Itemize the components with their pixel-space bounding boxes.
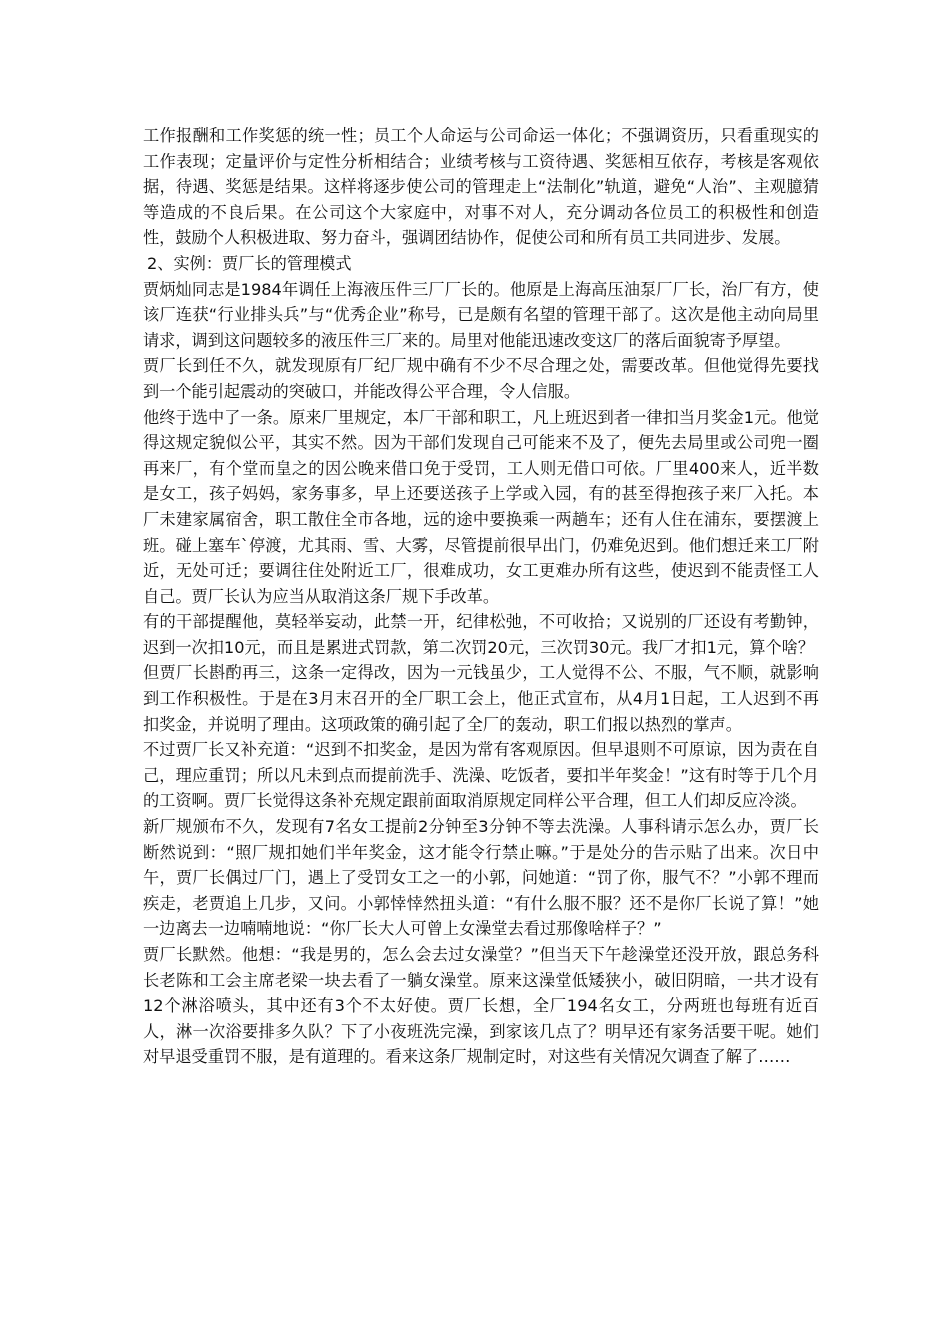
paragraph-cadre-warning: 有的干部提醒他，莫轻举妄动，此禁一开，纪律松弛，不可收拾；又说别的厂还设有考勤钟，迟到一次扣10元，而且是累进式罚款，第二次罚20元，三次罚30元。我厂才扣1元，算个啥？ [143, 612, 819, 657]
document-body [143, 123, 819, 1070]
section-heading: 2、实例：贾厂长的管理模式 [147, 253, 352, 273]
paragraph-background: 贾炳灿同志是1984年调任上海液压件三厂厂长的。他原是上海高压油泵厂厂长，治厂有方，使该厂连获“行业排头兵”与“优秀企业”称号，已是颇有名望的管理干部了。这次是他主动向局里请求，调到这问题较多的液压件三厂来的。局里对他能迅速改变这厂的落后面貌寄予厚望。 [143, 279, 819, 350]
paragraph-policy-announcement: 但贾厂长斟酌再三，这条一定得改，因为一元钱虽少，工人觉得不公、不服，气不顺，就影响到工作积极性。于是在3月末召开的全厂职工会上，他正式宣布，从4月1日起，工人迟到不再扣奖金，并说明了理由。这项政策的确引起了全厂的轰动，职工们报以热烈的掌声。 [143, 663, 819, 734]
paragraph-early-leave-rule: 不过贾厂长又补充道：“迟到不扣奖金，是因为常有客观原因。但早退则不可原谅，因为责在自己，理应重罚；所以凡未到点而提前洗手、洗澡、吃饭者，要扣半年奖金！”这有时等于几个月的工资啊。贾厂长觉得这条补充规定跟前面取消原规定同样公平合理，但工人们却反应冷淡。 [143, 740, 819, 811]
paragraph-punishment-incident: 新厂规颁布不久，发现有7名女工提前2分钟至3分钟不等去洗澡。人事科请示怎么办，贾厂长断然说到：“照厂规扣她们半年奖金，这才能令行禁止嘛。”于是处分的告示贴了出来。次日中午，贾厂长偶过厂门，遇上了受罚女工之一的小郭，问她道：“罚了你，服气不？”小郭不理而疾走，老贾追上几步，又问。小郭悻悻然扭头道：“有什么服不服？还不是你厂长说了算！”她一边离去一边喃喃地说：“你厂长大人可曾上女澡堂去看过那像啥样子？” [143, 817, 819, 939]
paragraph-lateness-rule: 他终于选中了一条。原来厂里规定，本厂干部和职工，凡上班迟到者一律扣当月奖金1元。他觉得这规定貌似公平，其实不然。因为干部们发现自己可能来不及了，便先去局里或公司兜一圈再来厂，有个堂而皇之的因公晚来借口免于受罚，工人则无借口可依。厂里400来人，近半数是女工，孩子妈妈，家务事多，早上还要送孩子上学或入园，有的甚至得抱孩子来厂入托。本厂未建家属宿舍，职工散住全市各地，远的途中要换乘一两趟车；还有人住在浦东，要摆渡上班。碰上塞车`停渡，尤其雨、雪、大雾，尽管提前很早出门，仍难免迟到。他们想迁来工厂附近，无处可迁；要调往住处附近工厂，很难成功，女工更难办所有这些，使迟到不能责怪工人自己。贾厂长认为应当从取消这条厂规下手改革。 [143, 407, 819, 606]
paragraph-bathhouse-visit: 贾厂长默然。他想：“我是男的，怎么会去过女澡堂？”但当天下午趁澡堂还没开放，跟总务科长老陈和工会主席老梁一块去看了一躺女澡堂。原来这澡堂低矮狭小，破旧阴暗，一共才设有12个淋浴喷头，其中还有3个不太好使。贾厂长想，全厂194名女工，分两班也每班有近百人，淋一次浴要排多久队？下了小夜班洗完澡，到家该几点了？明早还有家务活要干呢。她们对早退受重罚不服，是有道理的。看来这条厂规制定时，对这些有关情况欠调查了解了…… [143, 945, 819, 1067]
paragraph-discovery: 贾厂长到任不久，就发现原有厂纪厂规中确有不少不尽合理之处，需要改革。但他觉得先要找到一个能引起震动的突破口，并能改得公平合理，令人信服。 [143, 356, 819, 401]
paragraph-intro: 工作报酬和工作奖惩的统一性；员工个人命运与公司命运一体化；不强调资历，只看重现实的工作表现；定量评价与定性分析相结合；业绩考核与工资待遇、奖惩相互依存，考核是客观依据，待遇、奖惩是结果。这样将逐步使公司的管理走上“法制化”轨道，避免“人治”、主观臆猜等造成的不良后果。在公司这个大家庭中，对事不对人，充分调动各位员工的积极性和创造性，鼓励个人积极进取、努力奋斗，强调团结协作，促使公司和所有员工共同进步、发展。 [143, 126, 819, 248]
